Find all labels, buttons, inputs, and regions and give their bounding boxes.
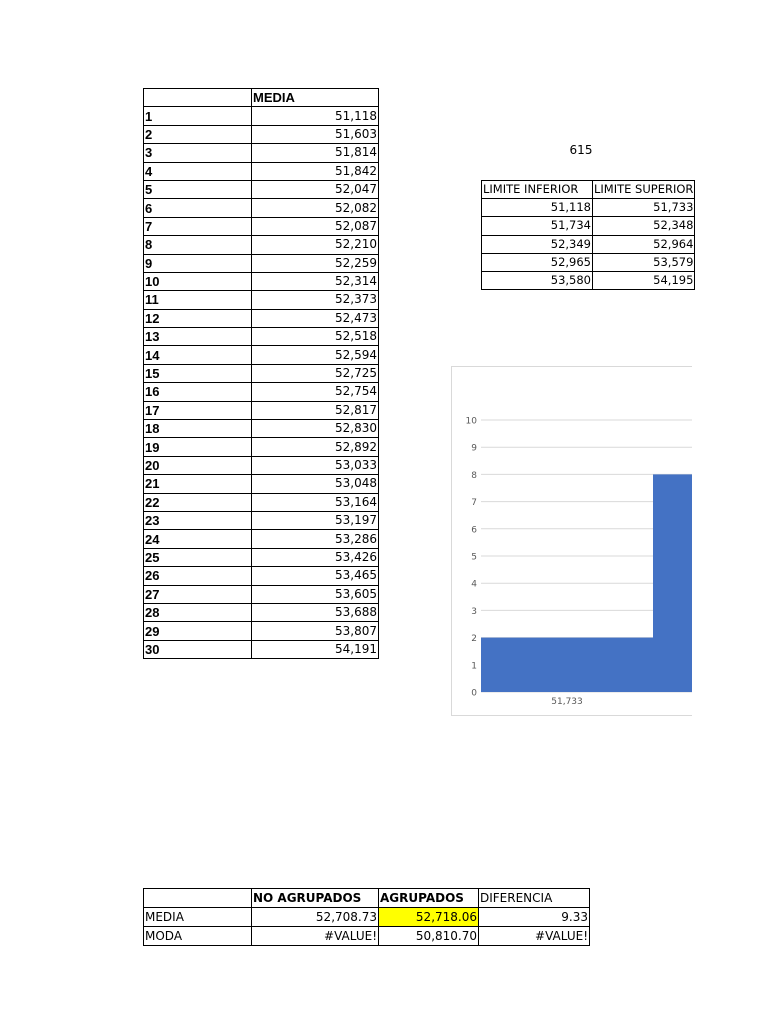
table-row [144,291,379,309]
row-index-cell[interactable]: 15 [144,364,252,382]
table-row [144,456,379,474]
summary-value-cell[interactable]: 52,708.73 [252,908,379,927]
row-index-cell[interactable]: 1 [144,107,252,125]
summary-value-cell[interactable]: 52,718.06 [379,908,479,927]
row-index-cell[interactable]: 8 [144,236,252,254]
media-value-cell[interactable]: 51,814 [252,144,379,162]
table-row [144,567,379,585]
table-row [144,254,379,272]
table-row [144,236,379,254]
table-row [144,908,590,927]
row-index-cell[interactable]: 17 [144,401,252,419]
table-row [144,640,379,658]
limite-superior-cell[interactable]: 51,733 [593,199,695,217]
row-index-cell[interactable]: 18 [144,420,252,438]
row-index-cell[interactable]: 28 [144,603,252,621]
media-value-cell[interactable]: 53,605 [252,585,379,603]
row-index-cell[interactable]: 11 [144,291,252,309]
table-row [482,271,695,289]
media-value-cell[interactable]: 52,082 [252,199,379,217]
table-row [144,927,590,946]
media-value-cell[interactable]: 52,830 [252,420,379,438]
row-index-cell[interactable]: 19 [144,438,252,456]
diferencia-header[interactable]: DIFERENCIA [479,889,590,908]
media-value-cell[interactable]: 52,087 [252,217,379,235]
agrupados-header[interactable]: AGRUPADOS [379,889,479,908]
row-index-cell[interactable]: 14 [144,346,252,364]
table-row [144,401,379,419]
row-index-cell[interactable]: 30 [144,640,252,658]
row-index-cell[interactable]: 7 [144,217,252,235]
histogram-bar[interactable] [653,474,692,692]
table-row [144,493,379,511]
no-agrupados-header[interactable]: NO AGRUPADOS [252,889,379,908]
limite-inferior-cell[interactable]: 52,965 [482,253,593,271]
y-tick-label: 6 [471,525,477,536]
row-index-cell[interactable]: 29 [144,622,252,640]
y-tick-label: 9 [471,443,477,454]
media-value-cell[interactable]: 53,465 [252,567,379,585]
media-value-cell[interactable]: 52,047 [252,180,379,198]
limite-superior-cell[interactable]: 52,348 [593,217,695,235]
histogram-chart[interactable] [451,366,692,716]
table-row [482,253,695,271]
row-index-cell[interactable]: 26 [144,567,252,585]
row-index-cell[interactable]: 6 [144,199,252,217]
media-value-cell[interactable]: 52,373 [252,291,379,309]
summary-label-cell[interactable]: MEDIA [144,908,252,927]
histogram-svg [452,367,692,715]
media-value-cell[interactable]: 52,314 [252,272,379,290]
media-value-cell[interactable]: 53,688 [252,603,379,621]
media-value-cell[interactable]: 51,603 [252,125,379,143]
media-value-cell[interactable]: 51,118 [252,107,379,125]
table-row [144,144,379,162]
row-index-cell[interactable]: 16 [144,383,252,401]
y-tick-label: 0 [471,688,477,699]
limite-superior-cell[interactable]: 54,195 [593,271,695,289]
table-row [144,328,379,346]
table-row [144,420,379,438]
table-row [144,530,379,548]
table-row [144,217,379,235]
y-tick-label: 10 [465,416,477,427]
limite-superior-header[interactable]: LIMITE SUPERIOR [593,181,695,199]
media-value-cell[interactable]: 52,725 [252,364,379,382]
limits-header-row [482,181,695,199]
media-value-cell[interactable]: 54,191 [252,640,379,658]
top-number-cell[interactable]: 615 [569,143,593,157]
row-index-cell[interactable]: 24 [144,530,252,548]
media-value-cell[interactable]: 52,754 [252,383,379,401]
media-table-header-row [144,89,379,107]
media-value-cell[interactable]: 53,048 [252,475,379,493]
table-row [144,309,379,327]
media-value-cell[interactable]: 51,842 [252,162,379,180]
x-tick-label: 51,733 [551,697,583,707]
media-table [143,88,379,659]
row-index-cell[interactable]: 12 [144,309,252,327]
row-index-cell[interactable]: 20 [144,456,252,474]
media-value-cell[interactable]: 52,594 [252,346,379,364]
media-header-cell[interactable]: MEDIA [252,89,379,107]
y-tick-label: 8 [471,470,477,481]
header-blank-cell[interactable] [144,89,252,107]
limite-inferior-cell[interactable]: 51,118 [482,199,593,217]
media-value-cell[interactable]: 52,518 [252,328,379,346]
y-tick-label: 1 [471,661,477,672]
limite-inferior-header[interactable]: LIMITE INFERIOR [482,181,593,199]
media-value-cell[interactable]: 52,210 [252,236,379,254]
row-index-cell[interactable]: 27 [144,585,252,603]
summary-header-row [144,889,590,908]
media-value-cell[interactable]: 53,164 [252,493,379,511]
row-index-cell[interactable]: 5 [144,180,252,198]
table-row [144,346,379,364]
summary-value-cell[interactable]: #VALUE! [252,927,379,946]
histogram-bar[interactable] [481,638,653,692]
table-row [144,125,379,143]
table-row [144,107,379,125]
row-index-cell[interactable]: 23 [144,511,252,529]
limits-table [481,180,695,290]
table-row [144,475,379,493]
media-value-cell[interactable]: 53,807 [252,622,379,640]
media-value-cell[interactable]: 53,197 [252,511,379,529]
limite-inferior-cell[interactable]: 51,734 [482,217,593,235]
row-index-cell[interactable]: 2 [144,125,252,143]
media-value-cell[interactable]: 52,817 [252,401,379,419]
row-index-cell[interactable]: 9 [144,254,252,272]
media-value-cell[interactable]: 53,426 [252,548,379,566]
table-row [144,622,379,640]
row-index-cell[interactable]: 22 [144,493,252,511]
row-index-cell[interactable]: 25 [144,548,252,566]
limite-superior-cell[interactable]: 53,579 [593,253,695,271]
y-tick-label: 2 [471,634,477,645]
limite-inferior-cell[interactable]: 52,349 [482,235,593,253]
y-tick-label: 3 [471,606,477,617]
table-row [482,217,695,235]
table-row [144,199,379,217]
media-value-cell[interactable]: 52,259 [252,254,379,272]
table-row [144,364,379,382]
summary-table [143,888,590,946]
table-row [144,383,379,401]
y-tick-label: 5 [471,552,477,563]
media-value-cell[interactable]: 53,286 [252,530,379,548]
media-value-cell[interactable]: 52,473 [252,309,379,327]
table-row [144,585,379,603]
row-index-cell[interactable]: 4 [144,162,252,180]
limite-superior-cell[interactable]: 52,964 [593,235,695,253]
summary-corner-cell[interactable] [144,889,252,908]
row-index-cell[interactable]: 21 [144,475,252,493]
summary-label-cell[interactable]: MODA [144,927,252,946]
table-row [144,438,379,456]
table-row [144,272,379,290]
table-row [144,548,379,566]
summary-value-cell[interactable]: #VALUE! [479,927,590,946]
limite-inferior-cell[interactable]: 53,580 [482,271,593,289]
table-row [144,511,379,529]
media-value-cell[interactable]: 52,892 [252,438,379,456]
table-row [144,603,379,621]
table-row [482,235,695,253]
table-row [482,199,695,217]
y-tick-label: 4 [471,579,477,590]
row-index-cell[interactable]: 3 [144,144,252,162]
summary-value-cell[interactable]: 9.33 [479,908,590,927]
table-row [144,162,379,180]
row-index-cell[interactable]: 10 [144,272,252,290]
row-index-cell[interactable]: 13 [144,328,252,346]
table-row [144,180,379,198]
summary-value-cell[interactable]: 50,810.70 [379,927,479,946]
media-value-cell[interactable]: 53,033 [252,456,379,474]
y-tick-label: 7 [471,498,477,509]
